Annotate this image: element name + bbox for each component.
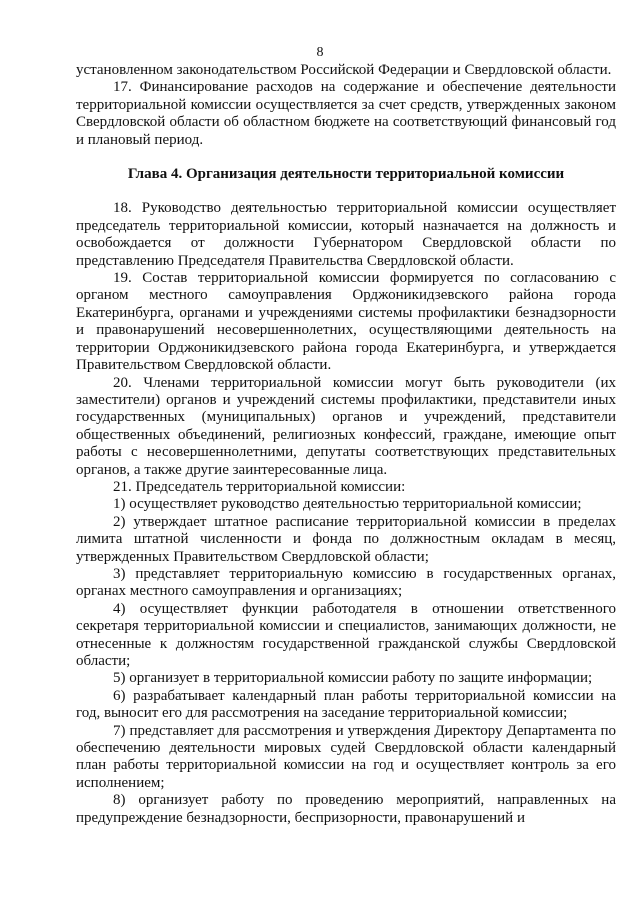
paragraph-20: 20. Членами территориальной комиссии могут быть руководители (их заместители) органов и учреждений системы профилактики, представители иных государственных (муниципальных) органов и учреждений, представители общественных объединений, религиозных конфессий, граждане, имеющие опыт работы с несовершеннолетними, депутаты соответствующих представительных органов, а также другие заинтересованные лица. [76, 374, 616, 478]
paragraph-21-item-4: 4) осуществляет функции работодателя в отношении ответственного секретаря территориальной комиссии и специалистов, занимающих должности, не отнесенные к должностям государственной гражданской службы Свердловской области; [76, 600, 616, 669]
paragraph-19: 19. Состав территориальной комиссии формируется по согласованию с органом местного самоуправления Орджоникидзевского района города Екатеринбурга, органами и учреждениями системы профилактики безнадзорности и правонарушений несовершеннолетних, осуществляющими деятельность на территории Орджоникидзевского района города Екатеринбурга, и утверждается Правительством Свердловской области. [76, 270, 616, 374]
chapter-4-heading: Глава 4. Организация деятельности территориальной комиссии [127, 166, 565, 183]
paragraph-21-item-5: 5) организует в территориальной комиссии работу по защите информации; [113, 670, 593, 687]
paragraph-21-item-7: 7) представляет для рассмотрения и утверждения Директору Департамента по обеспечению деятельности мировых судей Свердловской области календарный план работы территориальной комиссии на год и осуществляет контроль за его исполнением; [76, 722, 616, 791]
paragraph-21-item-3: 3) представляет территориальную комиссию в государственных органах, органах местного самоуправления и организациях; [76, 565, 616, 600]
paragraph-continuation: установленном законодательством Российской Федерации и Свердловской области. [76, 62, 612, 78]
paragraph-21-item-1: 1) осуществляет руководство деятельностью территориальной комиссии; [113, 496, 582, 513]
document-body [76, 62, 616, 827]
paragraph-17: 17. Финансирование расходов на содержание и обеспечение деятельности территориальной комиссии осуществляется за счет средств, утвержденных законом Свердловской области об областном бюджете на соответствующий финансовый год и плановый период. [76, 79, 616, 148]
paragraph-18: 18. Руководство деятельностью территориальной комиссии осуществляет председатель территориальной комиссии, который назначается на должность и освобождается от должности Губернатором Свердловской области по представлению Председателя Правительства Свердловской области. [76, 200, 616, 269]
paragraph-21-item-8: 8) организует работу по проведению мероприятий, направленных на предупреждение безнадзорности, беспризорности, правонарушений и [76, 792, 616, 826]
paragraph-21-item-6: 6) разрабатывает календарный план работы территориальной комиссии на год, выносит его для рассмотрения на заседание территориальной комиссии; [76, 687, 616, 722]
paragraph-21: 21. Председатель территориальной комиссии: [113, 478, 406, 495]
page-number: 8 [316, 45, 324, 60]
paragraph-21-item-2: 2) утверждает штатное расписание территориальной комиссии в пределах лимита штатной численности и фонда по должностным окладам в месяц, утвержденных Правительством Свердловской области; [76, 513, 616, 565]
